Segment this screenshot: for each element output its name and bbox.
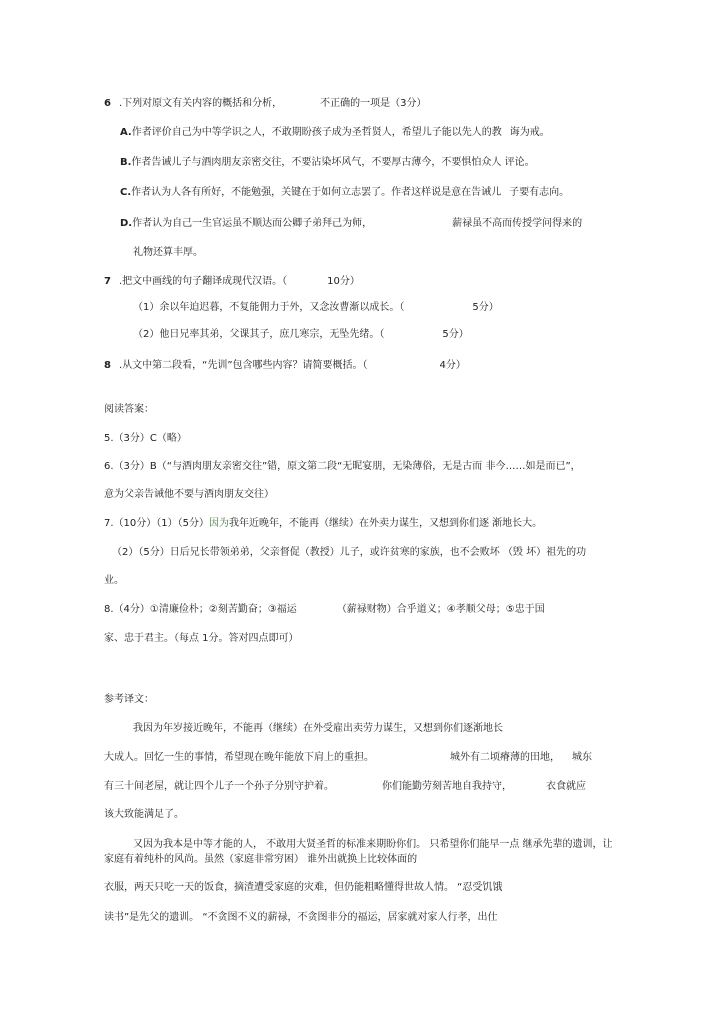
question-8-stem — [104, 359, 466, 373]
option-label: D. — [120, 218, 133, 229]
translation-text: 你们能勤劳刻苦地自我持守， — [382, 781, 512, 792]
answer-text: 7.（10分）（1）（5分） — [104, 518, 209, 529]
answer-8-line-2: 家、忠于君主。（每点 1分。答对四点即可） — [104, 633, 299, 644]
question-stem: 10分） — [327, 276, 360, 287]
option-a — [120, 126, 550, 140]
translation-para-1-line-4: 该大致能满足了。 — [104, 809, 184, 820]
answer-5: 5.（3分）C（略） — [104, 433, 187, 444]
option-text: 薪禄虽不高而传授学问得来的 — [452, 218, 583, 229]
translation-para-2-line-3: 衣服，两天只吃一天的饭食，摘渣遭受家庭的灾难，但仍能粗略懂得世故人情。 “忍受饥饿 — [104, 882, 503, 893]
translation-text: 城东 — [572, 752, 592, 763]
option-text: 作者告诫儿子与酒肉朋友亲密交往，不要沾染坏风气，不要厚古薄今，不要惧怕众人 评论。 — [131, 157, 535, 168]
translation-para-2-line-2: 家庭有着纯朴的风尚。虽然（家庭非常穷困） 谁外出就换上比较体面的 — [104, 854, 418, 865]
option-text: 子要有志向。 — [509, 187, 570, 198]
option-b — [120, 156, 535, 170]
question-stem: .把文中画线的句子翻译成现代汉语。（ — [118, 276, 288, 287]
translation-para-2-line-1: 又因为我本是中等才能的人， 不敢用大贤圣哲的标准来期盼你们。 只希望你们能早一点 继承先辈的遗训，让 — [133, 839, 613, 850]
translation-para-1-line-1: 我因为年岁接近晚年，不能再（继续）在外受雇出卖劳力谋生，又想到你们逐渐地长 — [133, 723, 503, 734]
question-stem: .从文中第二段看，“先训”包含哪些内容？请简要概括。（ — [118, 360, 368, 371]
sentence-score: 5分） — [442, 329, 469, 340]
answer-7-line-2: （2）（5分）日后兄长带领弟弟，父亲督促（教授）儿子，或许贫寒的家族，也不会败坏 （毁 坏）祖先的功 — [112, 547, 587, 558]
option-label: A. — [120, 127, 132, 138]
question-number: 8 — [104, 360, 111, 371]
sentence-text: （1）余以年迫迟暮，不复能佣力于外，又念汝曹渐以成长。（ — [133, 302, 405, 313]
answer-text: （薪禄财物）合乎道义；④孝顺父母；⑤忠于国 — [336, 604, 545, 615]
option-label: B. — [120, 157, 132, 168]
translation-para-1-line-2 — [104, 751, 592, 765]
answer-8-line-1 — [104, 603, 545, 617]
translation-para-1-line-3 — [104, 780, 586, 794]
option-text: 作者认为人各有所好，不能勉强，关键在于如何立志罢了。作者这样说是意在告诫儿 — [131, 187, 502, 198]
question-stem: 4分） — [439, 360, 466, 371]
option-label: C. — [120, 187, 132, 198]
option-text: 作者评价自己为中等学识之人，不敢期盼孩子成为圣哲贤人，希望儿子能以先人的教 — [131, 127, 502, 138]
option-text: 诲为戒。 — [509, 127, 550, 138]
answer-text: 我年近晚年，不能再（继续）在外卖力谋生，又想到你们逐 渐地长大。 — [229, 518, 543, 529]
option-d — [120, 217, 582, 231]
question-stem: 不正确的一项是（3分） — [320, 98, 427, 109]
translation-text: 大成人。回忆一生的事情，希望现在晚年能放下肩上的重担。 — [104, 752, 374, 763]
question-7-stem — [104, 275, 360, 289]
answer-7-line-1 — [104, 517, 542, 531]
answer-7-line-3: 业。 — [104, 575, 124, 586]
translation-para-2-line-4: 读书”是先父的遗训。 “不贪图不义的薪禄，不贪图非分的福运，居家就对家人行孝，出仕 — [104, 912, 498, 923]
answer-text: 因为 — [209, 518, 229, 529]
translation-text: 衣食就应 — [546, 781, 586, 792]
translation-text: 有三十间老屋，就让四个儿子一个孙子分别守护着。 — [104, 781, 334, 792]
answers-heading: 阅读答案： — [104, 404, 154, 415]
question-stem: .下列对原文有关内容的概括和分析， — [118, 98, 283, 109]
translation-text: 城外有二顷瘠薄的田地， — [450, 752, 560, 763]
question-number: 6 — [104, 98, 111, 109]
option-c — [120, 186, 569, 200]
option-d-continued — [133, 246, 203, 260]
translation-heading: 参考译文： — [104, 694, 154, 705]
option-text: 作者认为自己一生官运虽不顺达而公卿子弟拜己为师， — [132, 218, 373, 229]
question-6-stem — [104, 97, 427, 111]
question-number: 7 — [104, 276, 111, 287]
question-7-sentence-2 — [133, 328, 469, 342]
sentence-text: （2）他日兄率其弟，父课其子，庶几寒宗，无坠先绪。（ — [133, 329, 385, 340]
option-text: 礼物还算丰厚。 — [133, 247, 203, 258]
answer-6-line-2: 意为父亲告诫他不要与酒肉朋友交往） — [104, 489, 274, 500]
sentence-score: 5分） — [472, 302, 499, 313]
answer-text: 8.（4分）①清廉俭朴；②刻苦勤奋；③福运 — [104, 604, 297, 615]
answer-6-line-1: 6.（3分）B（“与酒肉朋友亲密交往”错，原文第二段“无昵宴朋，无染薄俗，无是古而 非今……如是而已”， — [104, 461, 581, 472]
question-7-sentence-1 — [133, 301, 499, 315]
